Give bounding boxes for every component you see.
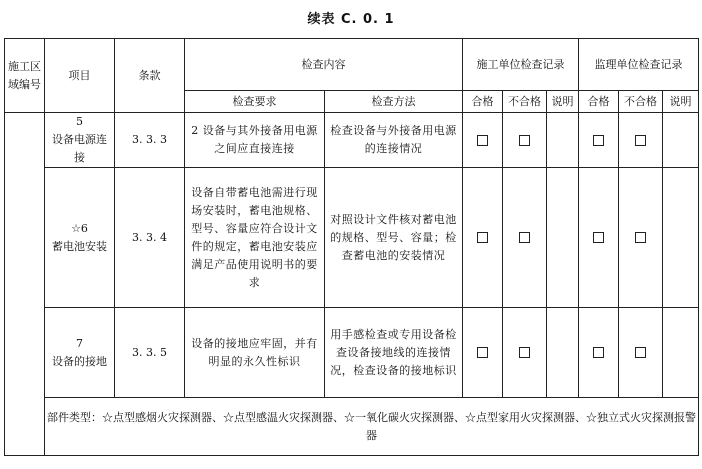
contractor-fail-checkbox[interactable]: [519, 347, 530, 358]
contractor-pass-checkbox[interactable]: [477, 232, 488, 243]
table-row: [5, 308, 699, 398]
project-cell: [45, 113, 115, 168]
contractor-fail-checkbox[interactable]: [519, 135, 530, 146]
header-method: 检查方法: [325, 91, 463, 113]
header-supervisor: 监理单位检查记录: [579, 39, 699, 91]
project-name: 设备电源连接: [52, 133, 107, 164]
project-name: 设备的接地: [52, 354, 107, 368]
component-types-note: 部件类型：☆点型感烟火灾探测器、☆点型感温火灾探测器、☆一氧化碳火灾探测器、☆点型家用火灾探测器、☆独立式火灾探测报警器: [45, 398, 699, 456]
requirement-cell: 设备自带蓄电池需进行现场安装时，蓄电池规格、型号、容量应符合设计文件的规定，蓄电池安装应满足产品使用说明书的要求: [185, 168, 325, 308]
header-supervisor-fail: 不合格: [619, 91, 663, 113]
clause-cell: 3. 3. 4: [115, 168, 185, 308]
supervisor-note-cell[interactable]: [663, 308, 699, 398]
supervisor-pass-checkbox[interactable]: [593, 232, 604, 243]
supervisor-fail-checkbox[interactable]: [635, 135, 646, 146]
project-number: 7: [76, 336, 83, 350]
requirement-cell: 2 设备与其外接备用电源之间应直接连接: [185, 113, 325, 168]
contractor-pass-checkbox[interactable]: [477, 135, 488, 146]
header-inspect-content: 检查内容: [185, 39, 463, 91]
clause-cell: 3. 3. 5: [115, 308, 185, 398]
contractor-pass-cell: [463, 113, 503, 168]
supervisor-fail-cell: [619, 113, 663, 168]
project-name: 蓄电池安装: [52, 239, 107, 253]
table-row: [5, 168, 699, 308]
method-cell: 对照设计文件核对蓄电池的规格、型号、容量；检查蓄电池的安装情况: [325, 168, 463, 308]
supervisor-pass-checkbox[interactable]: [593, 135, 604, 146]
contractor-fail-cell: [503, 308, 547, 398]
header-contractor-note: 说明: [547, 91, 579, 113]
supervisor-fail-checkbox[interactable]: [635, 232, 646, 243]
contractor-fail-cell: [503, 168, 547, 308]
supervisor-pass-cell: [579, 308, 619, 398]
requirement-cell: 设备的接地应牢固，并有明显的永久性标识: [185, 308, 325, 398]
contractor-fail-checkbox[interactable]: [519, 232, 530, 243]
contractor-note-cell[interactable]: [547, 168, 579, 308]
header-clause: 条款: [115, 39, 185, 113]
supervisor-pass-cell: [579, 168, 619, 308]
clause-cell: 3. 3. 3: [115, 113, 185, 168]
project-number: 5: [76, 115, 83, 128]
method-cell: 检查设备与外接备用电源的连接情况: [325, 113, 463, 168]
zone-cell: [5, 113, 45, 456]
supervisor-note-cell[interactable]: [663, 168, 699, 308]
supervisor-fail-cell: [619, 308, 663, 398]
method-cell: 用手感检查或专用设备检查设备接地线的连接情况，检查设备的接地标识: [325, 308, 463, 398]
supervisor-pass-checkbox[interactable]: [593, 347, 604, 358]
header-supervisor-pass: 合格: [579, 91, 619, 113]
project-cell: [45, 168, 115, 308]
header-requirement: 检查要求: [185, 91, 325, 113]
supervisor-pass-cell: [579, 113, 619, 168]
project-number: ☆6: [71, 221, 88, 235]
header-project: 项目: [45, 39, 115, 113]
contractor-fail-cell: [503, 113, 547, 168]
contractor-pass-cell: [463, 308, 503, 398]
table-row: [5, 113, 699, 168]
header-zone: 施工区域编号: [5, 39, 45, 113]
header-contractor-fail: 不合格: [503, 91, 547, 113]
inspection-record-table: [4, 38, 699, 456]
header-contractor: 施工单位检查记录: [463, 39, 579, 91]
table-title: 续表 C. 0. 1: [307, 12, 395, 27]
contractor-note-cell[interactable]: [547, 113, 579, 168]
header-supervisor-note: 说明: [663, 91, 699, 113]
supervisor-note-cell[interactable]: [663, 113, 699, 168]
supervisor-fail-checkbox[interactable]: [635, 347, 646, 358]
header-contractor-pass: 合格: [463, 91, 503, 113]
contractor-note-cell[interactable]: [547, 308, 579, 398]
table-row: [5, 398, 699, 456]
supervisor-fail-cell: [619, 168, 663, 308]
contractor-pass-cell: [463, 168, 503, 308]
project-cell: [45, 308, 115, 398]
contractor-pass-checkbox[interactable]: [477, 347, 488, 358]
